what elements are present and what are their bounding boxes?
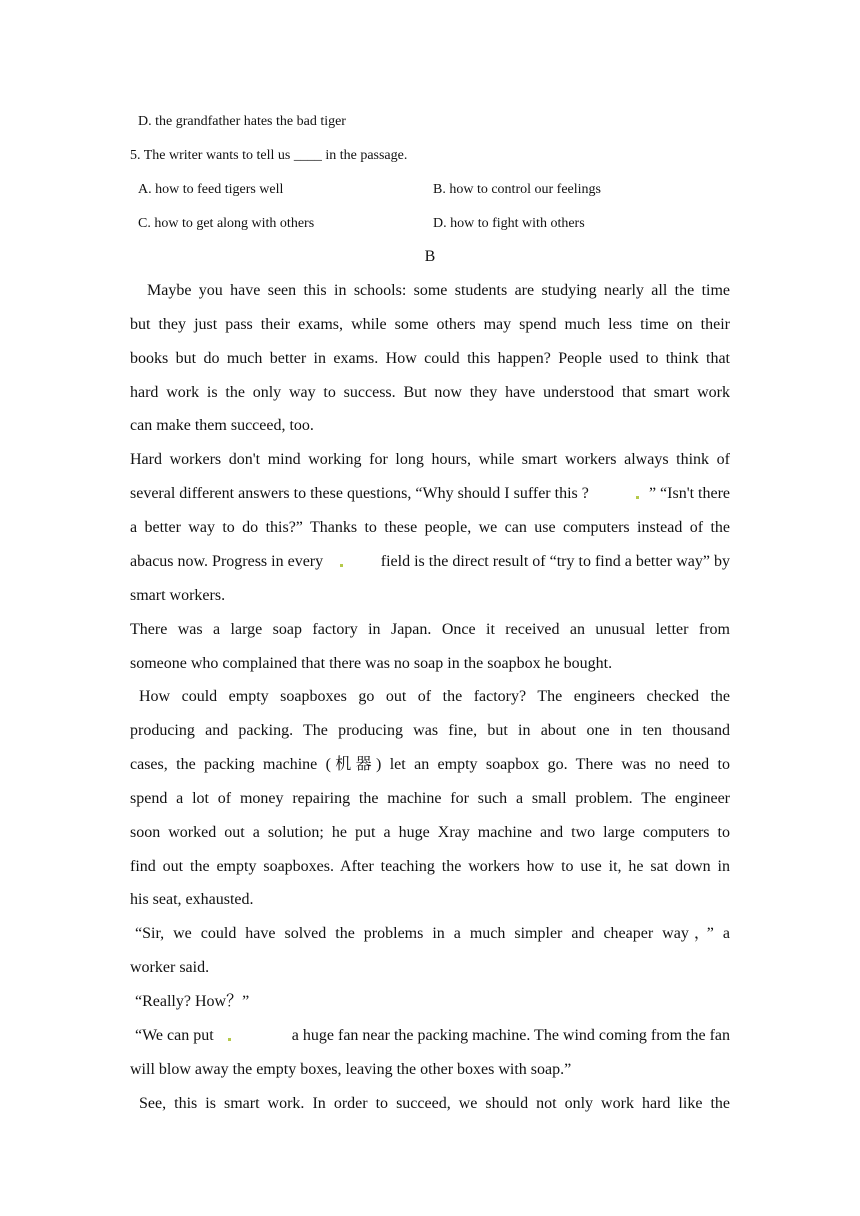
passage-line: producing and packing. The producing was fine, but in about one in ten thousand [130,722,730,739]
q5-option-a: A. how to feed tigers well [138,182,284,197]
passage-line-part: “We can put [135,1027,214,1044]
passage-line: find out the empty soapboxes. After teaching the workers how to use it, he sat down in [130,858,730,875]
passage-line: his seat, exhausted. [130,891,254,908]
passage-line-part: a huge fan near the packing machine. The wind coming from the fan [291,1027,730,1044]
q5-option-c: C. how to get along with others [138,216,315,231]
passage-line [130,484,730,504]
mark-dot [636,496,639,499]
passage-line: smart workers. [130,587,226,604]
mark-dot [228,1038,231,1041]
passage-line-part: ” “Isn't there [648,485,730,502]
passage-line: worker said. [130,959,210,976]
passage-line: can make them succeed, too. [130,417,314,434]
passage-line: See, this is smart work. In order to succeed, we should not only work hard like the [139,1095,730,1112]
q4-option-d: D. the grandfather hates the bad tiger [138,114,346,129]
q5-option-b: B. how to control our feelings [433,182,601,197]
passage-line: Hard workers don't mind working for long hours, while smart workers always think of [130,451,730,468]
passage-line: but they just pass their exams, while some others may spend much less time on their [130,316,730,333]
passage-line-part: several different answers to these questions, “Why should I suffer this ? [130,485,589,502]
mark-dot [340,564,343,567]
passage-line: “Really? How？” [135,993,250,1010]
passage-line: Maybe you have seen this in schools: some students are studying nearly all the time [147,282,730,299]
passage-line: “Sir, we could have solved the problems in a much simpler and cheaper way，” a [135,925,730,942]
passage-line: a better way to do this?” Thanks to these people, we can use computers instead of the [130,519,730,536]
passage-line: hard work is the only way to success. But now they have understood that smart work [130,384,730,401]
passage-line: There was a large soap factory in Japan. Once it received an unusual letter from [130,621,730,638]
q5-stem: 5. The writer wants to tell us ____ in the passage. [130,148,408,163]
passage-line: books but do much better in exams. How could this happen? People used to think that [130,350,730,367]
passage-line: soon worked out a solution; he put a huge Xray machine and two large computers to [130,824,730,841]
passage-line-part: abacus now. Progress in every [130,553,324,570]
passage-line: cases, the packing machine (机器) let an empty soapbox go. There was no need to [130,756,730,773]
passage-line [135,1026,730,1046]
passage-line: will blow away the empty boxes, leaving the other boxes with soap.” [130,1061,572,1078]
passage-line: someone who complained that there was no soap in the soapbox he bought. [130,655,613,672]
section-heading-b: B [424,248,436,265]
passage-line-part: field is the direct result of “try to find a better way” by [380,553,730,570]
passage-line [130,552,730,572]
q5-option-d: D. how to fight with others [433,216,585,231]
passage-line: How could empty soapboxes go out of the factory? The engineers checked the [139,688,730,705]
passage-line: spend a lot of money repairing the machine for such a small problem. The engineer [130,790,730,807]
